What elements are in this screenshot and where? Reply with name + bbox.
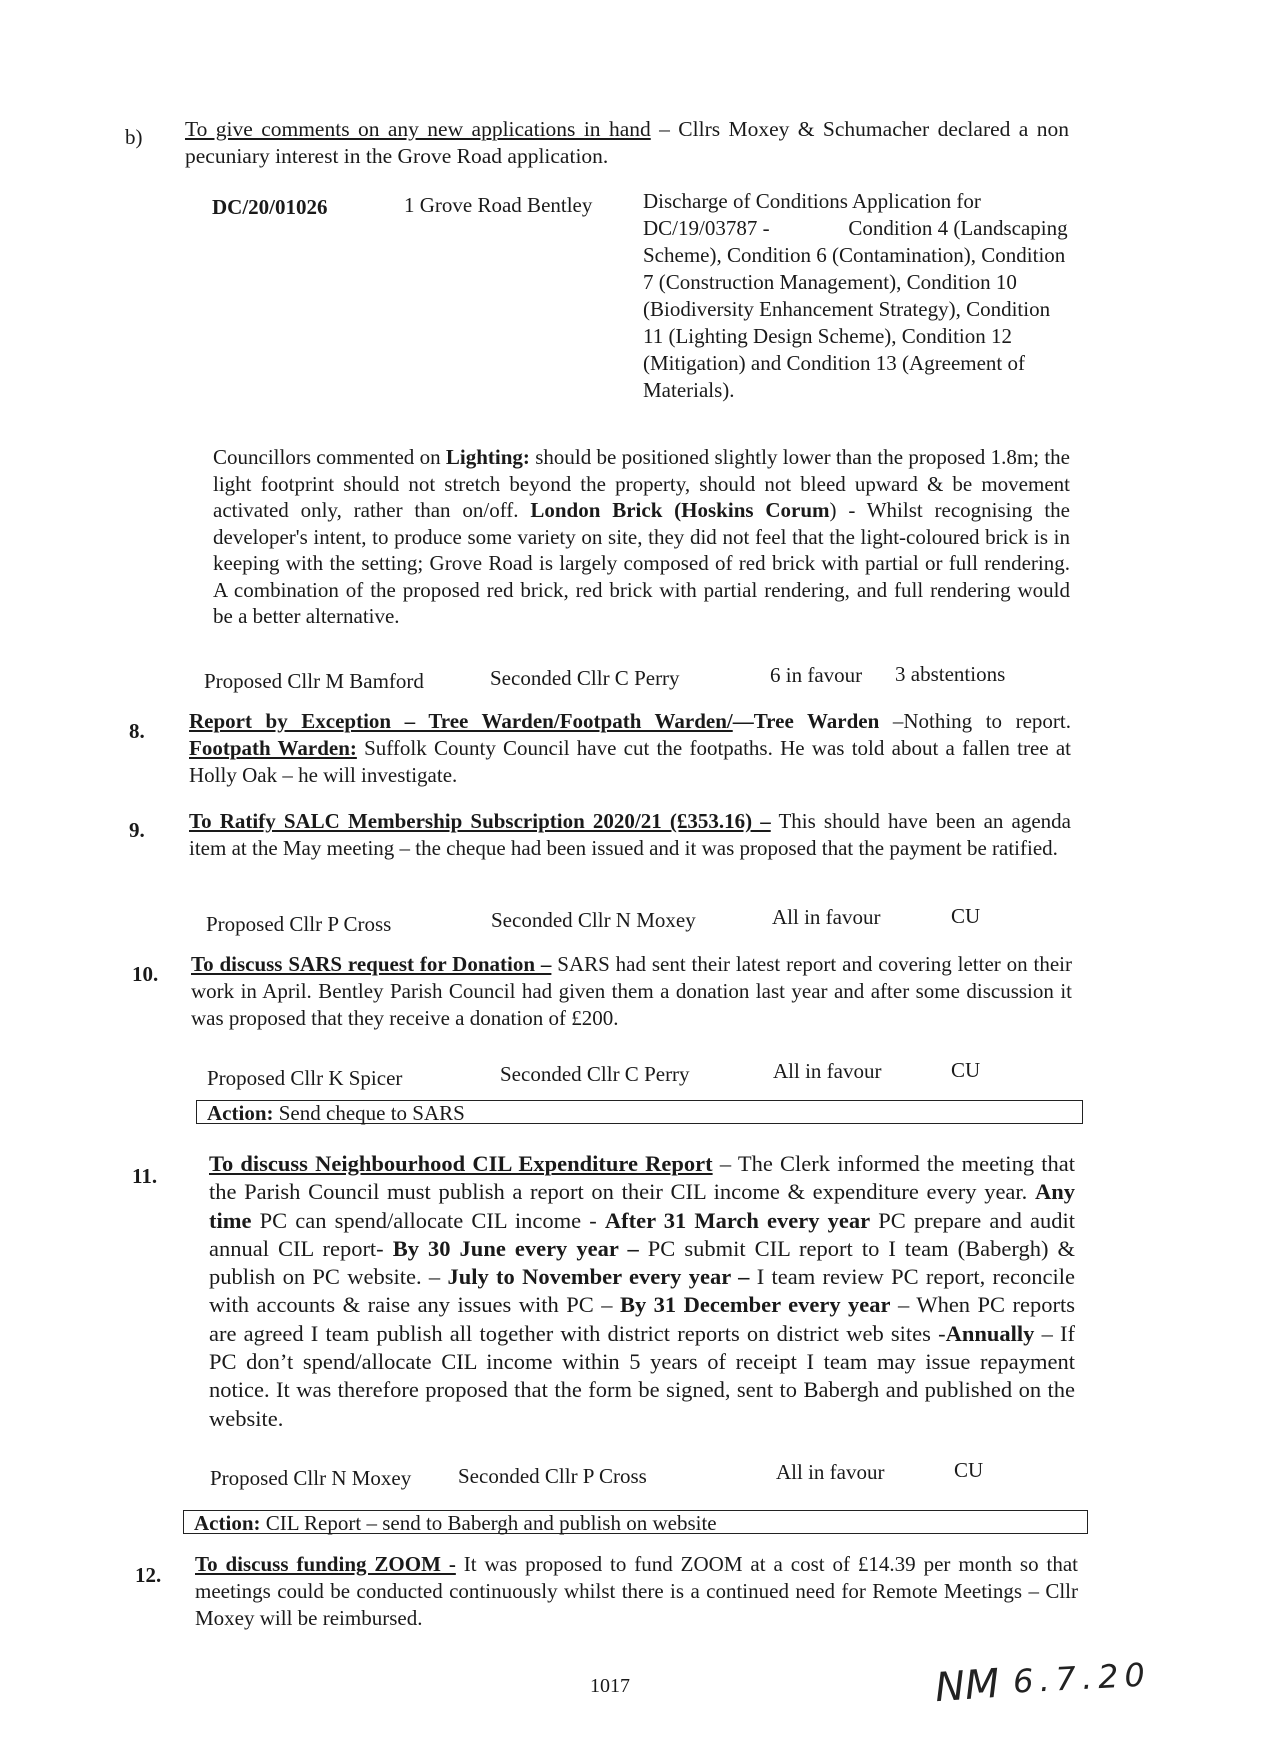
item-11-heading: To discuss Neighbourhood CIL Expenditure Report	[209, 1151, 713, 1176]
action-box-10	[196, 1100, 1083, 1124]
item-11-annually: Annually	[945, 1320, 1035, 1346]
item-10-text: SARS had sent their latest report and covering letter on their work in April. Bentley Parish Council had given them a donation last year and after some discussion it was proposed that they receive a donation of £200.	[191, 952, 1072, 1030]
item-8-heading: Report by Exception – Tree Warden/Footpath Warden/	[189, 709, 733, 733]
item-11-july-november: July to November every year –	[447, 1264, 750, 1290]
item-10-number: 10.	[132, 962, 159, 986]
vote-b-seconded: Seconded Cllr C Perry	[490, 666, 680, 690]
vote-10-extra: CU	[951, 1058, 981, 1082]
item-12-paragraph	[195, 1551, 1078, 1632]
vote-b-proposed: Proposed Cllr M Bamford	[204, 669, 424, 693]
vote-10-proposed: Proposed Cllr K Spicer	[207, 1066, 403, 1090]
comments-text-1: Councillors commented on	[213, 445, 446, 469]
item-12-heading: To discuss funding ZOOM -	[195, 1552, 456, 1576]
item-12-number: 12.	[135, 1563, 162, 1587]
item-9-number: 9.	[129, 818, 145, 842]
vote-9-result: All in favour	[772, 905, 881, 929]
section-b-heading: To give comments on any new applications in hand	[185, 117, 651, 141]
item-11-any-time: Any time	[209, 1179, 1075, 1233]
item-8-text-1: –Nothing to report.	[879, 709, 1071, 733]
item-11-after-31-march: After 31 March every year	[604, 1207, 871, 1233]
vote-11-result: All in favour	[776, 1460, 885, 1484]
section-b-text: – Cllrs Moxey & Schumacher declared a non pecuniary interest in the Grove Road application.	[185, 117, 1069, 168]
item-11-text-5: I team review PC report, reconcile with accounts & raise any issues with PC –	[209, 1264, 1076, 1318]
vote-b-result: 6 in favour	[770, 663, 863, 687]
handwritten-initials: NM	[933, 1660, 1001, 1712]
vote-11-proposed: Proposed Cllr N Moxey	[210, 1466, 412, 1490]
vote-10-result: All in favour	[773, 1059, 882, 1083]
section-b-label: b)	[125, 125, 143, 149]
application-description: Discharge of Conditions Application for DC/19/03787 - Condition 4 (Landscaping Scheme), Condition 6 (Contamination), Condition 7 (Construction Management), Condition 10 (Biodiversity Enhancement Strategy), Condition 11 (Lighting Design Scheme), Condition 12 (Mitigation) and Condition 13 (Agreement of Materials).	[643, 189, 1068, 402]
item-11-by-30-june: By 30 June every year –	[392, 1235, 639, 1261]
comments-london-brick: London Brick (Hoskins Corum	[530, 498, 830, 522]
comments-lighting: Lighting:	[445, 445, 530, 469]
vote-11-extra: CU	[954, 1458, 984, 1482]
section-b-paragraph	[185, 116, 1069, 170]
item-11-number: 11.	[132, 1164, 158, 1188]
comments-text-2: should be positioned slightly lower than the proposed 1.8m; the light footprint should not stretch beyond the property, should not bleed upward & be movement activated only, rather than on/off.	[213, 445, 1070, 522]
action-box-11	[183, 1510, 1088, 1534]
vote-10-seconded: Seconded Cllr C Perry	[500, 1062, 690, 1086]
item-9-heading: To Ratify SALC Membership Subscription 2020/21 (£353.16) –	[189, 809, 771, 833]
item-9-text: This should have been an agenda item at the May meeting – the cheque had been issued and it was proposed that the payment be ratified.	[189, 809, 1071, 860]
item-9-paragraph	[189, 808, 1071, 862]
vote-9-seconded: Seconded Cllr N Moxey	[491, 908, 696, 932]
action-11-text: CIL Report – send to Babergh and publish on website	[260, 1511, 717, 1535]
item-11-text-6: – When PC reports are agreed I team publish all together with district reports on district web sites -	[209, 1292, 1075, 1346]
comments-text-3: ) - Whilst recognising the developer's intent, to produce some variety on site, they did not feel that the light-coloured brick is in keeping with the setting; Grove Road is largely composed of red brick with partial or full rendering. A combination of the proposed red brick, red brick with partial rendering, and full rendering would be a better alternative.	[213, 498, 1070, 628]
application-ref: DC/20/01026	[212, 195, 328, 219]
page-number: 1017	[590, 1675, 630, 1697]
item-8-text-2: Suffolk County Council have cut the footpaths. He was told about a fallen tree at Holly Oak – he will investigate.	[189, 736, 1071, 787]
item-11-text-3: PC prepare and audit annual CIL report-	[209, 1207, 1075, 1261]
action-10-label: Action:	[207, 1101, 274, 1125]
item-10-paragraph	[191, 951, 1072, 1032]
item-11-by-31-december: By 31 December every year	[619, 1292, 891, 1318]
action-10-text: Send cheque to SARS	[273, 1101, 465, 1125]
vote-9-extra: CU	[951, 904, 981, 928]
item-11-text-4: PC submit CIL report to I team (Babergh) & publish on PC website. –	[209, 1235, 1075, 1290]
vote-9-proposed: Proposed Cllr P Cross	[206, 912, 392, 936]
item-8-tree-warden: —Tree Warden	[732, 709, 880, 733]
item-11-text-2: PC can spend/allocate CIL income -	[251, 1207, 605, 1233]
action-11-label: Action:	[194, 1511, 261, 1535]
item-11-text-7: – If PC don’t spend/allocate CIL income within 5 years of receipt I team may issue repayment notice. It was therefore proposed that the form be signed, sent to Babergh and published on the website.	[209, 1320, 1075, 1431]
item-8-footpath-warden: Footpath Warden:	[189, 736, 357, 760]
handwritten-date: 6.7.20	[1012, 1655, 1152, 1701]
comments-paragraph	[213, 444, 1070, 630]
vote-b-extra: 3 abstentions	[895, 662, 1006, 686]
item-11-paragraph	[209, 1150, 1075, 1433]
item-8-paragraph	[189, 708, 1071, 789]
vote-11-seconded: Seconded Cllr P Cross	[458, 1464, 647, 1488]
item-10-heading: To discuss SARS request for Donation –	[191, 952, 552, 976]
item-8-number: 8.	[129, 719, 145, 743]
item-11-text-1: – The Clerk informed the meeting that the Parish Council must publish a report on their CIL income & expenditure every year.	[209, 1151, 1076, 1205]
application-address: 1 Grove Road Bentley	[404, 193, 593, 217]
item-12-text: It was proposed to fund ZOOM at a cost of £14.39 per month so that meetings could be conducted continuously whilst there is a continued need for Remote Meetings – Cllr Moxey will be reimbursed.	[195, 1552, 1078, 1630]
